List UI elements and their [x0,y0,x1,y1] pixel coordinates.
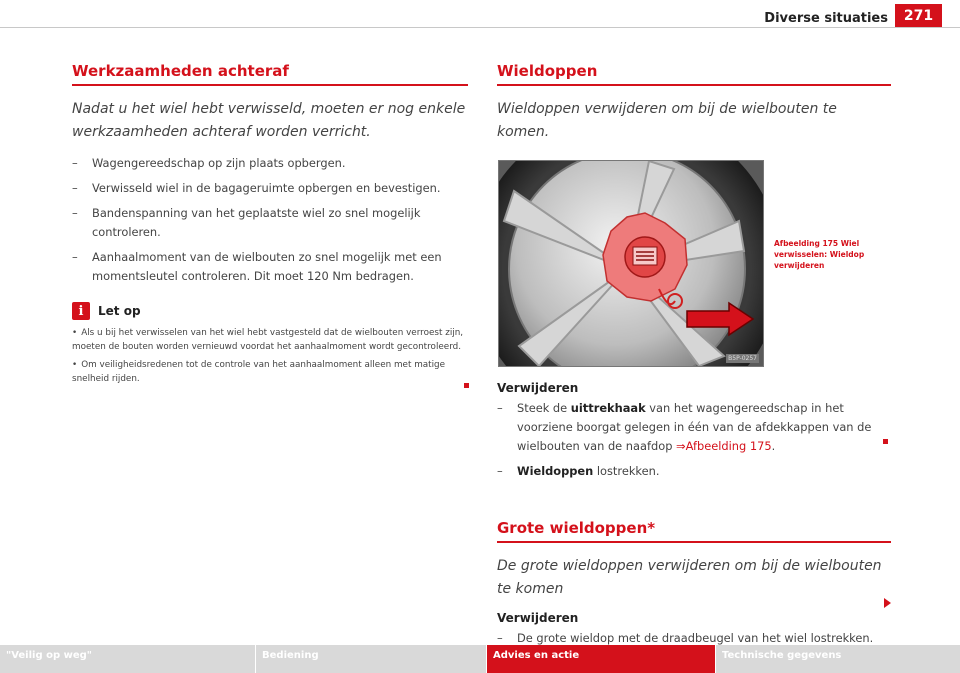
page-number: 271 [895,4,942,28]
step-list [72,154,468,286]
left-column [72,62,468,390]
note-list [72,326,468,386]
footer-tab-advies[interactable]: Advies en actie [487,645,715,673]
list-item: – Aanhaalmoment van de wielbouten zo snel mogelijk met een momentsleutel controleren. Dit moet 120 Nm bedragen. [72,250,442,283]
list-item: – Bandenspanning van het geplaatste wiel zo snel mogelijk controleren. [72,206,421,239]
list-item: • Als u bij het verwisselen van het wiel hebt vastgesteld dat de wielbouten verroest zijn, moeten de bouten worden vernieuwd voordat het aanhaalmoment wordt gecontroleerd. [72,328,464,352]
end-of-section-mark [464,383,469,388]
section-heading-werkzaamheden: Werkzaamheden achteraf [72,62,468,86]
right-column [497,62,891,654]
wheel-cap-figure [498,160,764,367]
subheading-verwijderen: Verwijderen [497,611,579,625]
list-item: – Wieldoppen lostrekken. [497,464,660,478]
note-header [72,302,468,320]
figure-code: B5P-0257 [728,355,757,362]
running-header-title: Diverse situaties [764,11,888,26]
footer-tab-bediening[interactable]: Bediening [256,645,486,673]
section-heading-wieldoppen: Wieldoppen [497,62,891,86]
list-item: – Verwisseld wiel in de bagageruimte opbergen en bevestigen. [72,181,441,195]
list-item: – Wagengereedschap op zijn plaats opbergen. [72,156,346,170]
subheading-verwijderen: Verwijderen [497,381,579,395]
step-list [497,399,891,481]
figure-link[interactable]: ⇒Afbeelding 175 [676,439,772,453]
section-intro: Wieldoppen verwijderen om bij de wielbouten te komen. [497,101,837,140]
continue-arrow-icon [884,598,891,608]
figure-caption: Afbeelding 175 Wiel verwisselen: Wieldop verwijderen [774,239,865,270]
section-intro: De grote wieldoppen verwijderen om bij de wielbouten te komen [497,558,882,597]
list-item: • Om veiligheidsredenen tot de controle van het aanhaalmoment alleen met matige snelheid rijden. [72,360,446,384]
header-rule [0,27,960,28]
info-icon: i [72,302,90,320]
list-item: – Steek de uittrekhaak van het wagengereedschap in het voorziene boorgat gelegen in één van de afdekkappen van de wielbouten van de naafdop ⇒Afbeelding 175. [497,401,872,453]
wheel-illustration [499,161,763,366]
section-heading-grote-wieldoppen: Grote wieldoppen* [497,519,891,543]
footer-nav [0,645,960,673]
footer-tab-veilig[interactable]: "Veilig op weg" [0,645,255,673]
section-intro: Nadat u het wiel hebt verwisseld, moeten er nog enkele werkzaamheden achteraf worden verricht. [72,101,466,140]
end-of-section-mark [883,439,888,444]
note-title: Let op [98,304,141,318]
list-item: – De grote wieldop met de draadbeugel van het wiel lostrekken. [497,631,874,645]
footer-tab-technisch[interactable]: Technische gegevens [716,645,960,673]
